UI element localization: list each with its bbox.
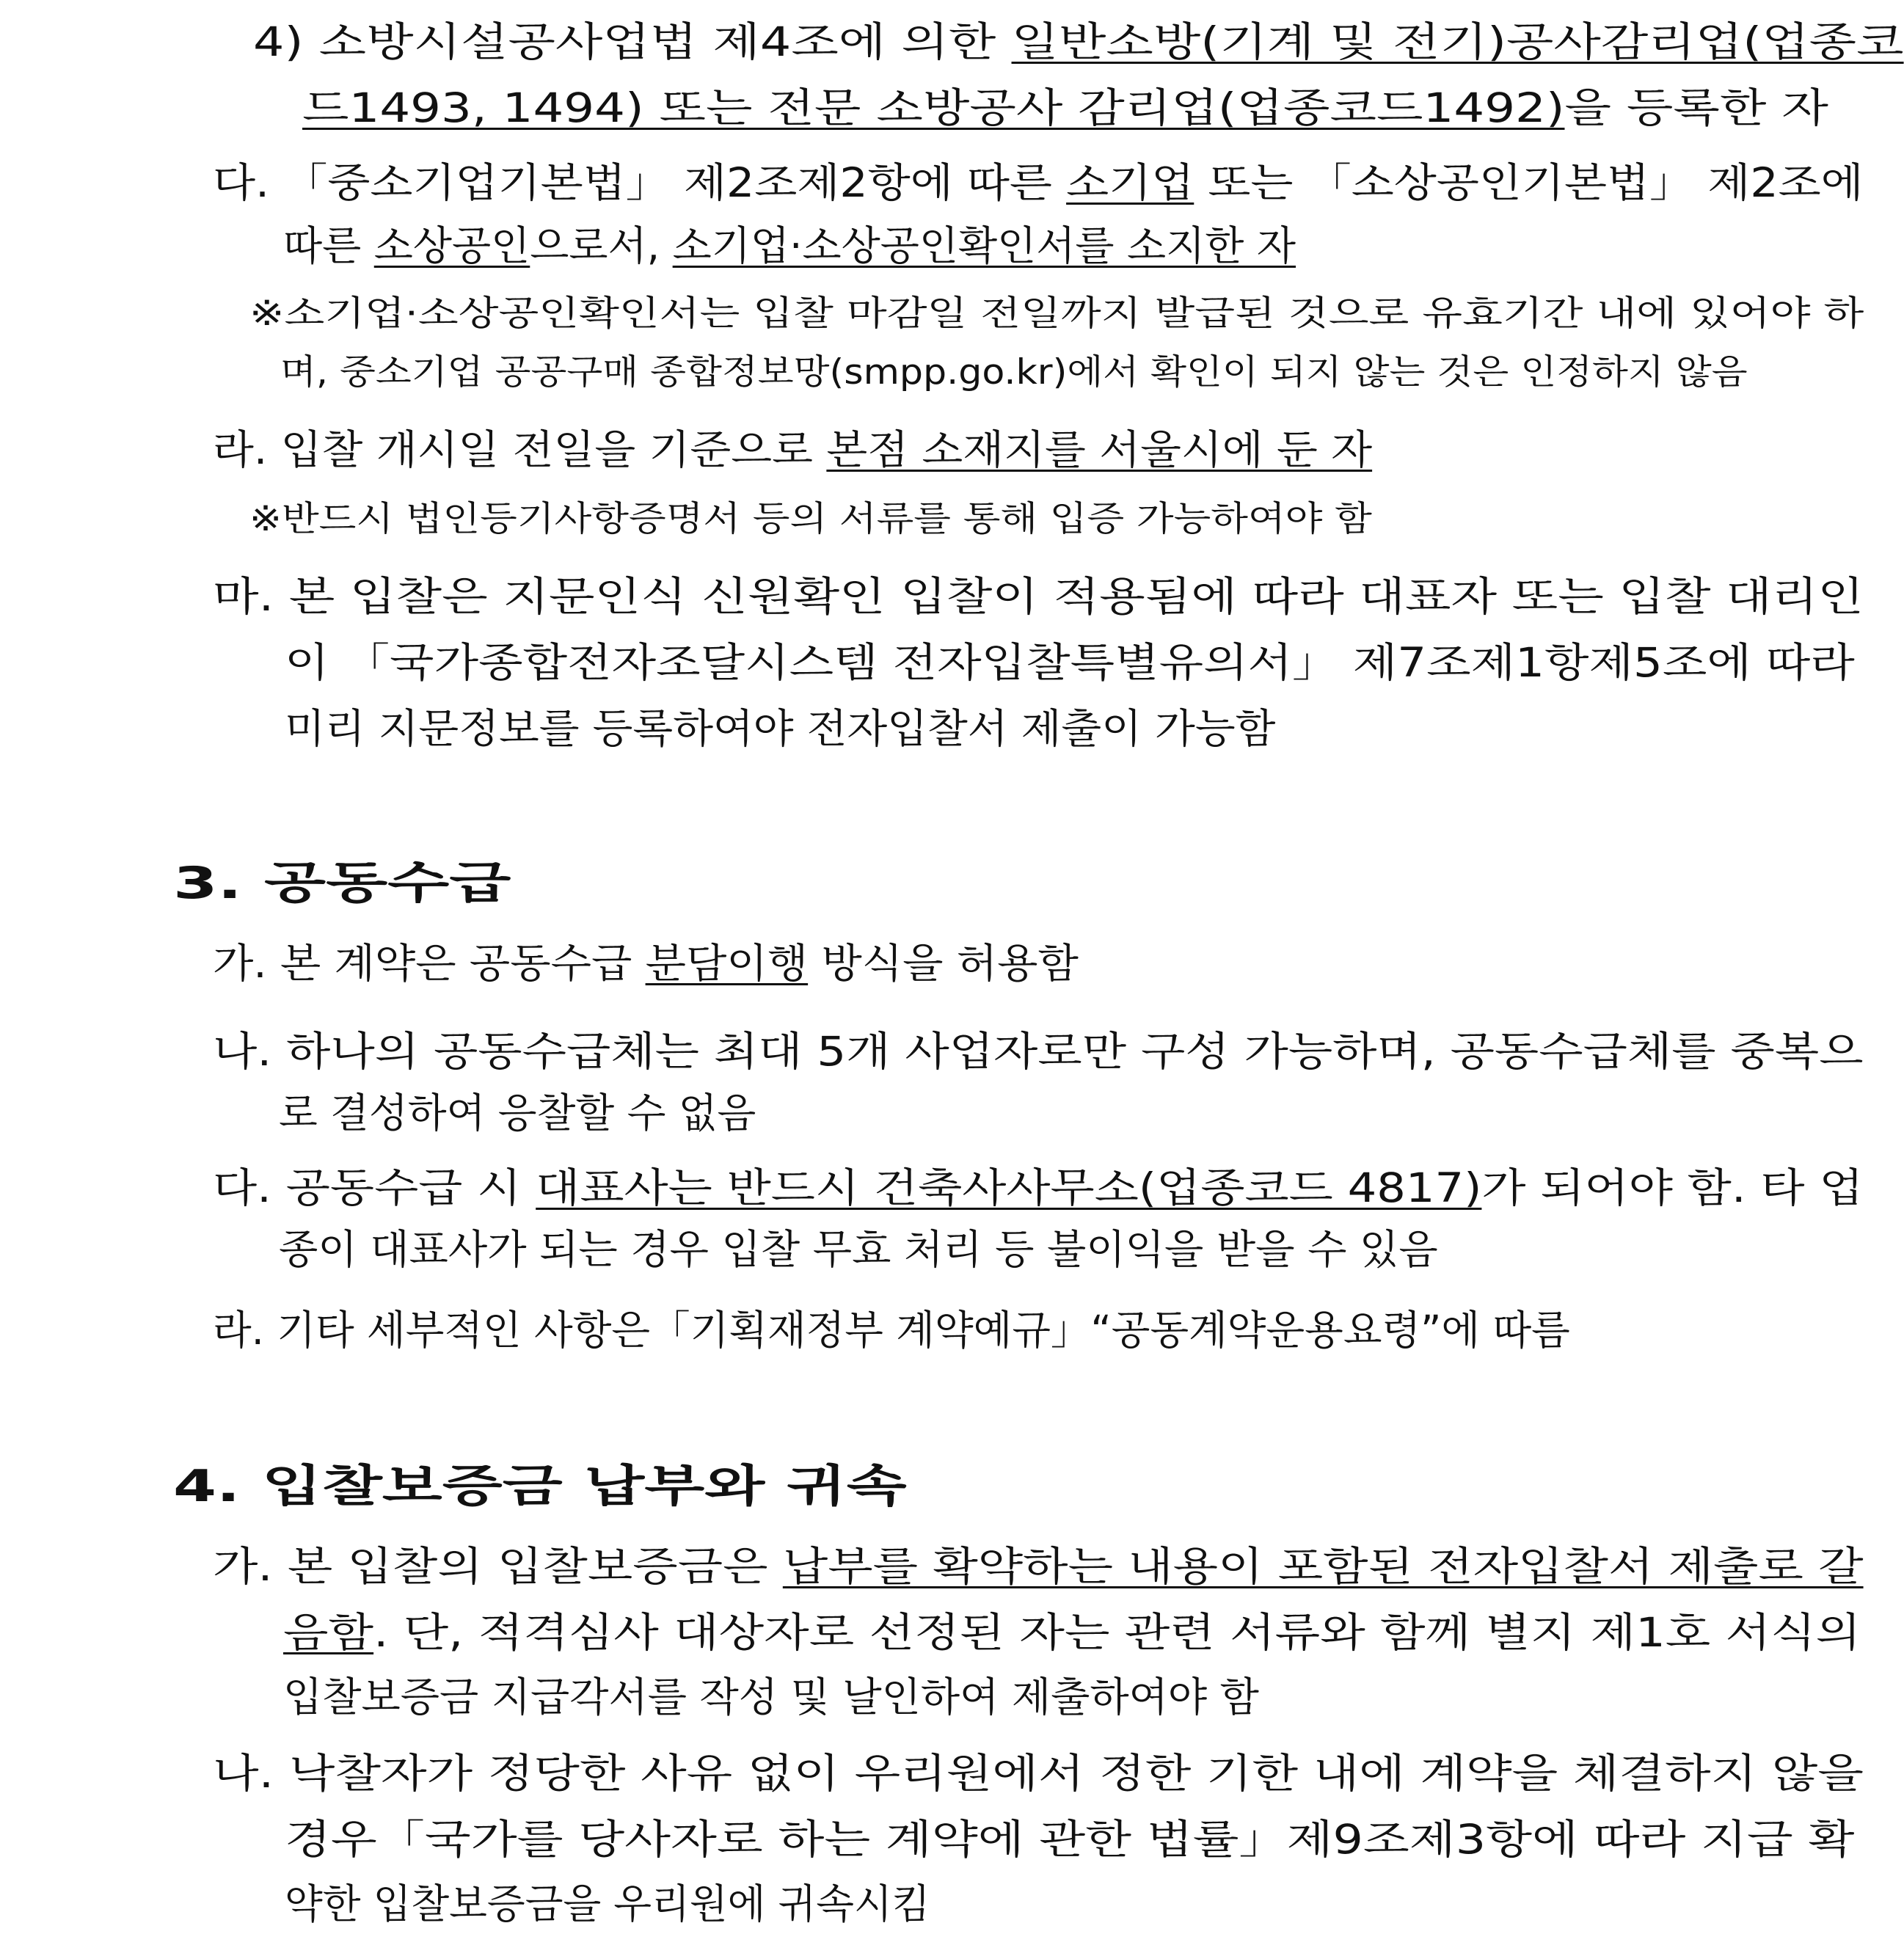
item-ma-text: 마. 본 입찰은 지문인식 신원확인 입찰이 적용됨에 따라 대표자 또는 입찰 대리인 bbox=[213, 573, 1864, 620]
item-na-4-text-cont1: 경우「국가를 당사자로 하는 계약에 관한 법률」제9조제3항에 따라 지급 확 bbox=[285, 1816, 1855, 1863]
item-da-text: 다. 「중소기업기본법」 제2조제2항에 따른 소기업 또는 「소상공인기본법」 제2조에 bbox=[213, 159, 1864, 206]
item-da-3-text: 다. 공동수급 시 대표사는 반드시 건축사사무소(업종코드 4817)가 되어야 함. 타 업 bbox=[213, 1164, 1864, 1211]
note-registry: ※반드시 법인등기사항증명서 등의 서류를 통해 입증 가능하여야 함 bbox=[249, 499, 1372, 539]
item-na-3-text-cont: 로 결성하여 응찰할 수 없음 bbox=[279, 1090, 756, 1136]
note-certificate: ※소기업·소상공인확인서는 입찰 마감일 전일까지 발급된 것으로 유효기간 내에 있어야 하 bbox=[249, 293, 1864, 334]
section-4-heading: 4. 입찰보증금 납부와 귀속 bbox=[173, 1461, 907, 1512]
item-na-4-text: 나. 낙찰자가 정당한 사유 없이 우리원에서 정한 기한 내에 계약을 체결하지 않을 bbox=[213, 1750, 1864, 1797]
item-ra-3-text: 라. 기타 세부적인 사항은「기획재정부 계약예규」“공동계약운용요령”에 따름 bbox=[213, 1307, 1570, 1354]
item-ra-text: 라. 입찰 개시일 전일을 기준으로 본점 소재지를 서울시에 둔 자 bbox=[213, 426, 1373, 473]
item-na-3-text: 나. 하나의 공동수급체는 최대 5개 사업자로만 구성 가능하며, 공동수급체를 중복으 bbox=[213, 1028, 1864, 1075]
section-3-heading: 3. 공동수급 bbox=[173, 858, 511, 909]
item-ga-4-text-cont2: 입찰보증금 지급각서를 작성 및 날인하여 제출하여야 함 bbox=[283, 1674, 1259, 1720]
item-ma-text-cont1: 이 「국가종합전자조달시스템 전자입찰특별유의서」 제7조제1항제5조에 따라 bbox=[285, 639, 1855, 686]
item-4-text-cont: 드1493, 1494) 또는 전문 소방공사 감리업(업종코드1492)을 등록한 자 bbox=[302, 84, 1828, 131]
item-ga-3-text: 가. 본 계약은 공동수급 분담이행 방식을 허용함 bbox=[213, 940, 1079, 987]
item-na-4-text-cont2: 약한 입찰보증금을 우리원에 귀속시킴 bbox=[285, 1880, 930, 1927]
item-da-3-text-cont: 종이 대표사가 되는 경우 입찰 무효 처리 등 불이익을 받을 수 있음 bbox=[279, 1226, 1438, 1273]
item-ma-text-cont2: 미리 지문정보를 등록하여야 전자입찰서 제출이 가능함 bbox=[285, 705, 1276, 752]
note-certificate-cont: 며, 중소기업 공공구매 종합정보망(smpp.go.kr)에서 확인이 되지 않는 것은 인정하지 않음 bbox=[280, 352, 1748, 393]
item-da-text-cont: 따른 소상공인으로서, 소기업·소상공인확인서를 소지한 자 bbox=[283, 222, 1296, 269]
item-ga-4-text: 가. 본 입찰의 입찰보증금은 납부를 확약하는 내용이 포함된 전자입찰서 제출로 갈 bbox=[213, 1543, 1864, 1590]
item-4-text: 4) 소방시설공사업법 제4조에 의한 일반소방(기계 및 전기)공사감리업(업종코 bbox=[253, 18, 1904, 65]
item-ga-4-text-cont1: 음함. 단, 적격심사 대상자로 선정된 자는 관련 서류와 함께 별지 제1호 서식의 bbox=[283, 1609, 1861, 1656]
